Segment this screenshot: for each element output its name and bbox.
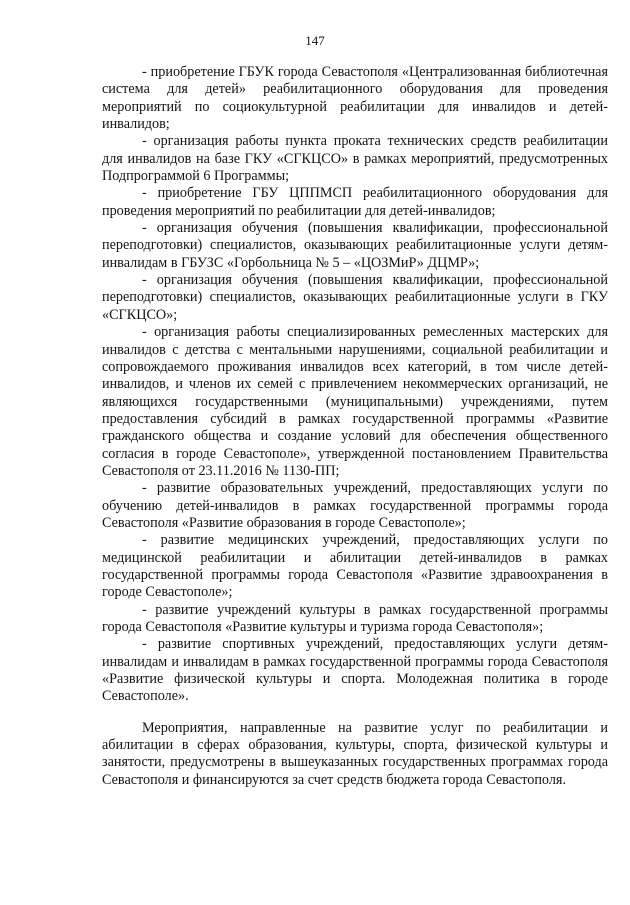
list-item: - развитие медицинских учреждений, предоставляющих услуги по медицинской реабилитации и абилитации детей-инвалидов в рамках государственной программы города Севастополя «Развитие здравоохранения в городе Севастополе»; (102, 532, 608, 601)
list-item: - развитие спортивных учреждений, предоставляющих услуги детям-инвалидам и инвалидам в рамках государственной программы города Севастополя «Развитие физической культуры и спорта. Молодежная политика в городе Севастополе». (102, 636, 608, 705)
list-item: - развитие образовательных учреждений, предоставляющих услуги по обучению детей-инвалидов в рамках государственной программы города Севастополя «Развитие образования в городе Севастополе»; (102, 480, 608, 531)
page-number: 147 (305, 33, 325, 48)
list-item: - приобретение ГБУК города Севастополя «Централизованная библиотечная система для детей» реабилитационного оборудования для проведения мероприятий по социокультурной реабилитации для инвалидов и детей-инвалидов; (102, 64, 608, 133)
list-item: - организация обучения (повышения квалификации, профессиональной переподготовки) специалистов, оказывающих реабилитационные услуги в ГКУ «СГКЦСО»; (102, 272, 608, 323)
list-item: - организация обучения (повышения квалификации, профессиональной переподготовки) специалистов, оказывающих реабилитационные услуги детям-инвалидам в ГБУЗС «Горбольница № 5 – «ЦОЗМиР» ДЦМР»; (102, 220, 608, 271)
summary-paragraph: Мероприятия, направленные на развитие услуг по реабилитации и абилитации в сферах образования, культуры, спорта, физической культуры и занятости, предусмотрены в вышеуказанных государственных программах города Севастополя и финансируются за счет средств бюджета города Севастополя. (102, 719, 608, 788)
list-item: - приобретение ГБУ ЦППМСП реабилитационного оборудования для проведения мероприятий по реабилитации для детей-инвалидов; (102, 185, 608, 219)
list-item: - организация работы пункта проката технических средств реабилитации для инвалидов на базе ГКУ «СГКЦСО» в рамках мероприятий, предусмотренных Подпрограммой 6 Программы; (102, 133, 608, 185)
list-item: - организация работы специализированных ремесленных мастерских для инвалидов с детства с ментальными нарушениями, социальной реабилитации и сопровождаемого проживания инвалидов всех категорий, в том числе детей-инвалидов, и членов их семей с привлечением некоммерческих организаций, не являющихся государственными (муниципальными) учреждениями, путем предоставления субсидий в рамках государственной программы «Развитие гражданского общества и создание условий для обеспечения общественного согласия в городе Севастополе», утвержденной постановлением Правительства Севастополя от 23.11.2016 № 1130-ПП; (102, 324, 608, 479)
list-item: - развитие учреждений культуры в рамках государственной программы города Севастополя «Развитие культуры и туризма города Севастополя»; (102, 601, 608, 635)
document-body (102, 64, 608, 789)
